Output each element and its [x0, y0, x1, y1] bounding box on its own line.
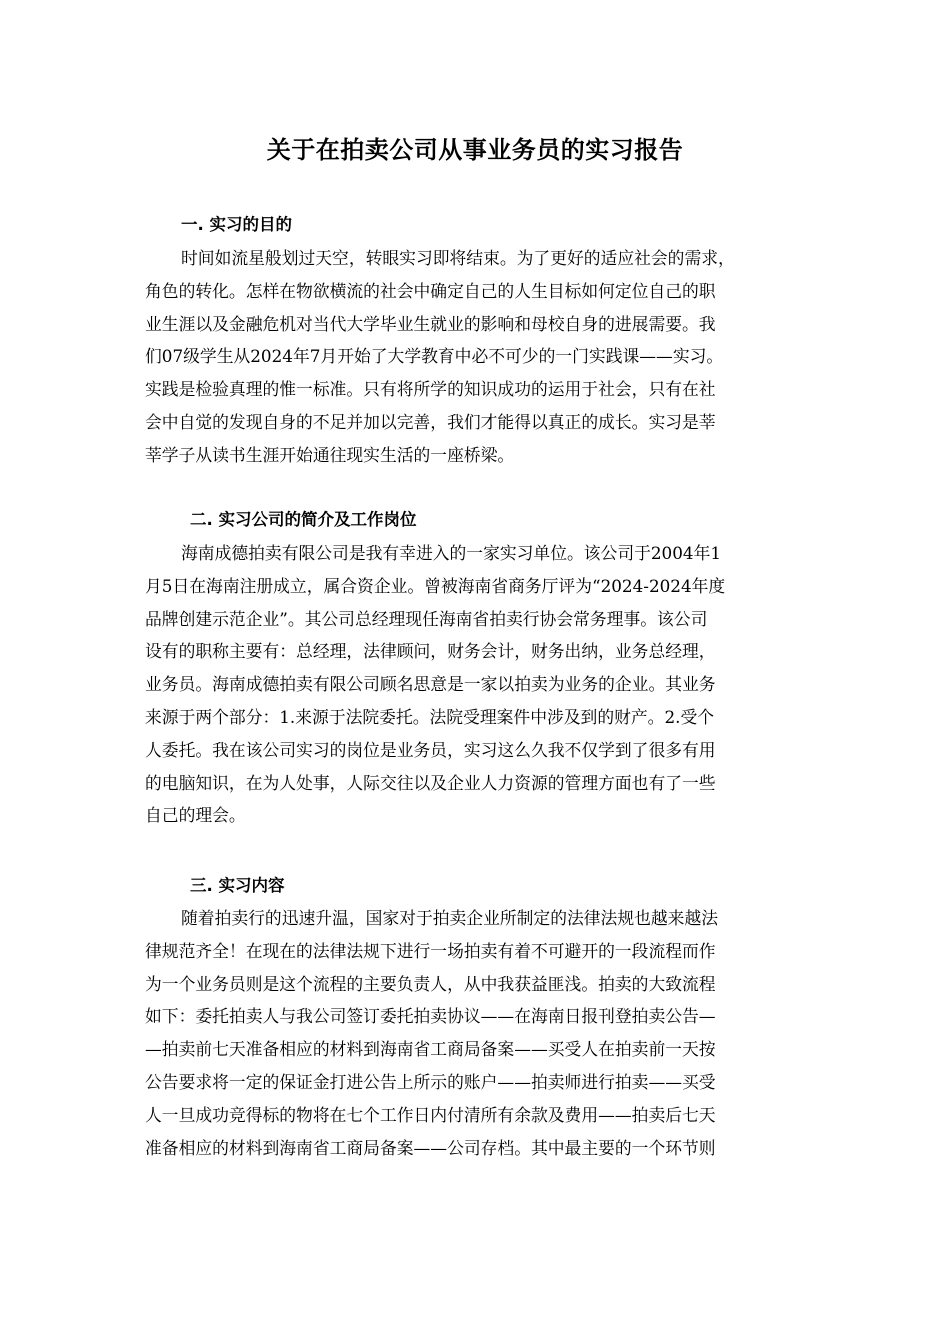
paragraph-line: —拍卖前七天准备相应的材料到海南省工商局备案——买受人在拍卖前一天按: [145, 1039, 716, 1060]
paragraph-line: 们07级学生从2024年7月开始了大学教育中必不可少的一门实践课——实习。: [145, 346, 724, 367]
paragraph-line: 人委托。我在该公司实习的岗位是业务员，实习这么久我不仅学到了很多有用: [145, 739, 716, 760]
section-heading-purpose: 一. 实习的目的: [181, 215, 293, 234]
paragraph-line: 人一旦成功竞得标的物将在七个工作日内付清所有余款及费用——拍卖后七天: [145, 1104, 716, 1125]
section-heading-content: 三. 实习内容: [190, 876, 285, 895]
paragraph-line: 业务员。海南成德拍卖有限公司顾名思意是一家以拍卖为业务的企业。其业务: [145, 674, 716, 695]
paragraph-line: 为一个业务员则是这个流程的主要负责人，从中我获益匪浅。拍卖的大致流程: [145, 973, 716, 994]
section-heading-company: 二. 实习公司的简介及工作岗位: [190, 510, 417, 529]
paragraph-line: 的电脑知识，在为人处事，人际交往以及企业人力资源的管理方面也有了一些: [145, 772, 716, 793]
paragraph-line: 会中自觉的发现自身的不足并加以完善，我们才能得以真正的成长。实习是莘: [145, 411, 716, 432]
paragraph-line: 自己的理会。: [145, 805, 246, 826]
paragraph-line: 如下：委托拍卖人与我公司签订委托拍卖协议——在海南日报刊登拍卖公告—: [145, 1006, 716, 1027]
paragraph-line: 月5日在海南注册成立，属合资企业。曾被海南省商务厅评为“2024-2024年度: [145, 575, 726, 596]
paragraph-line: 准备相应的材料到海南省工商局备案——公司存档。其中最主要的一个环节则: [145, 1137, 716, 1158]
paragraph-line: 随着拍卖行的迅速升温，国家对于拍卖企业所制定的法律法规也越来越法: [181, 908, 719, 928]
paragraph-line: 公告要求将一定的保证金打进公告上所示的账户——拍卖师进行拍卖——买受: [145, 1071, 716, 1092]
document-title: 关于在拍卖公司从事业务员的实习报告: [266, 135, 684, 164]
paragraph-line: 时间如流星般划过天空，转眼实习即将结束。为了更好的适应社会的需求，: [181, 248, 735, 268]
section-body-company: [145, 537, 810, 832]
paragraph-line: 莘学子从读书生涯开始通往现实生活的一座桥梁。: [145, 444, 515, 465]
paragraph-line: 来源于两个部分：1.来源于法院委托。法院受理案件中涉及到的财产。2.受个: [145, 706, 715, 727]
paragraph-line: 律规范齐全！在现在的法律法规下进行一场拍卖有着不可避开的一段流程而作: [145, 940, 716, 961]
paragraph-line: 实践是检验真理的惟一标准。只有将所学的知识成功的运用于社会，只有在社: [145, 379, 716, 400]
paragraph-line: 海南成德拍卖有限公司是我有幸进入的一家实习单位。该公司于2004年1: [181, 543, 722, 563]
paragraph-line: 设有的职称主要有：总经理，法律顾问，财务会计，财务出纳，业务总经理，: [145, 641, 716, 662]
paragraph-line: 业生涯以及金融危机对当代大学毕业生就业的影响和母校自身的进展需要。我: [145, 313, 716, 334]
section-body-content: [145, 902, 810, 1164]
paragraph-line: 角色的转化。怎样在物欲横流的社会中确定自己的人生目标如何定位自己的职: [145, 280, 716, 301]
section-body-purpose: [145, 242, 810, 472]
paragraph-line: 品牌创建示范企业”。其公司总经理现任海南省拍卖行协会常务理事。该公司: [145, 608, 708, 629]
